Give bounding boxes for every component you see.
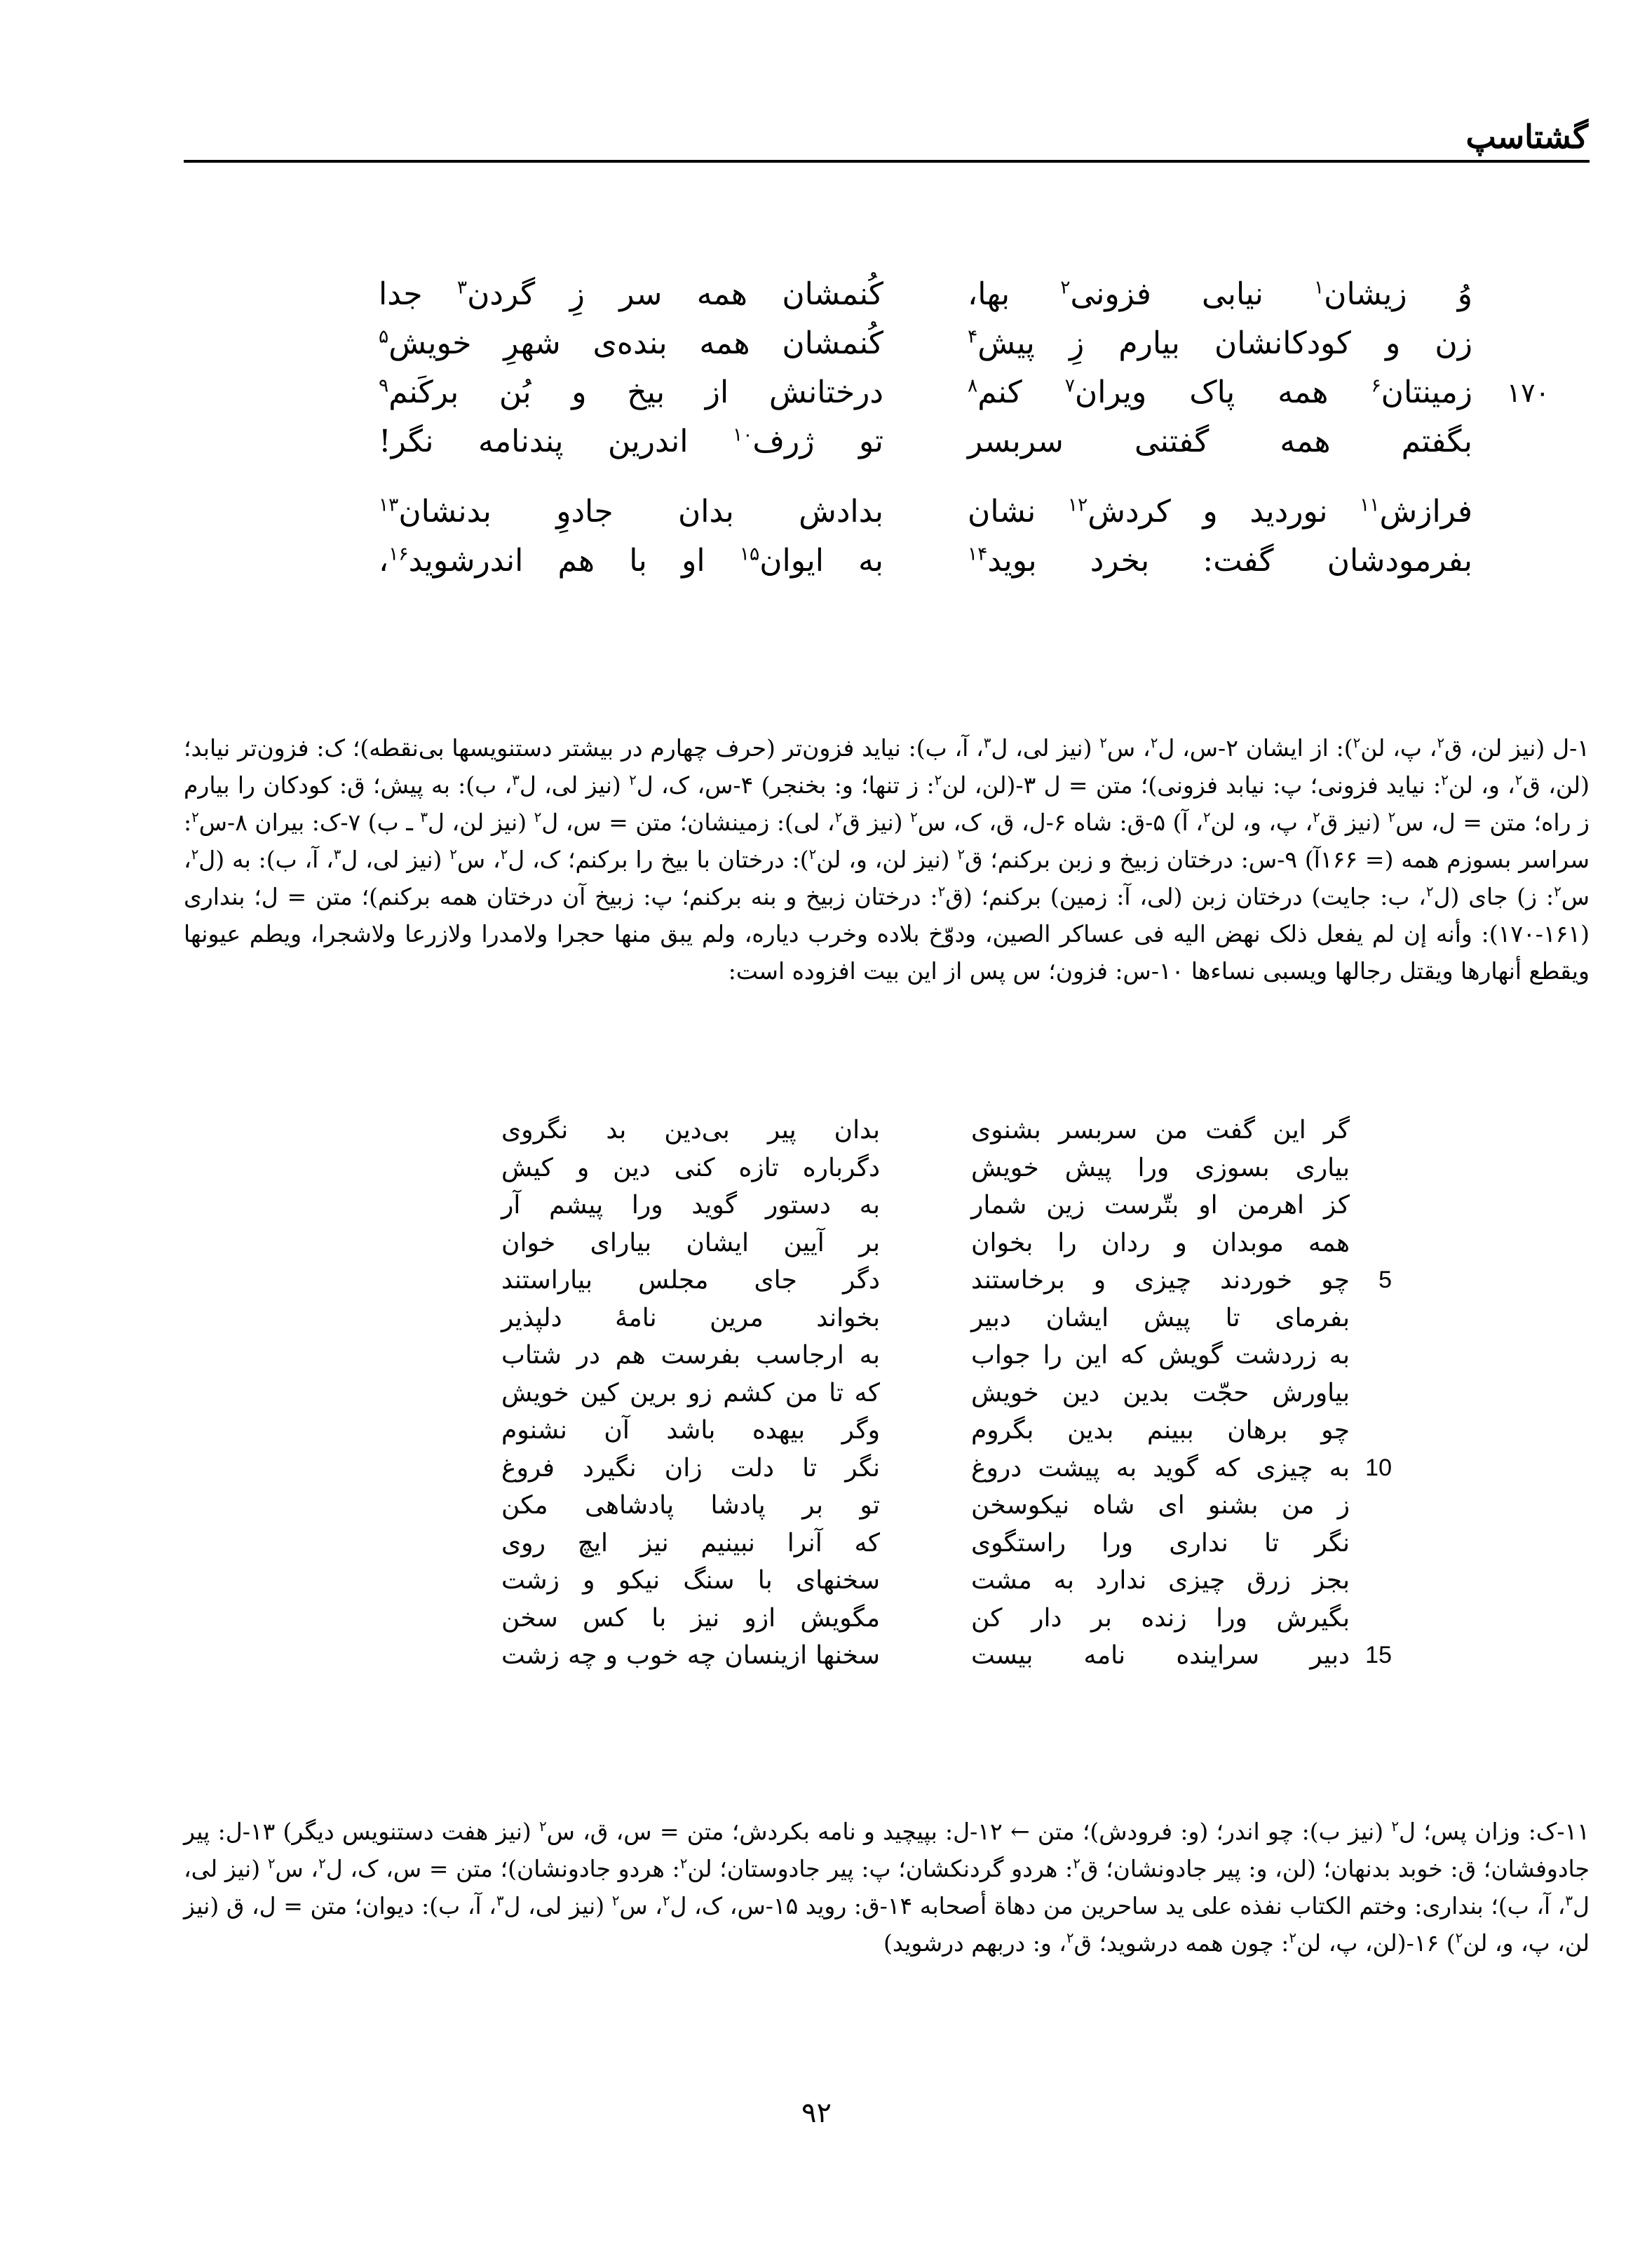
hemistich-left: به ارجاسب بفرست هم در شتاب xyxy=(501,1341,880,1370)
running-title: گشتاسپ xyxy=(1465,118,1588,156)
poem-line xyxy=(354,1487,1350,1525)
hemistich-right: وُ زیشان$^۱$ نیابی فزونی$^۲$ بها، xyxy=(968,276,1472,312)
verse-number: ۱۷۰ xyxy=(1506,377,1550,408)
hemistich-left: کُنمشان همه سر زِ گردن$^۳$ جدا xyxy=(379,276,883,312)
footnote-text: ۱۱-ک: وزان پس؛ ل$^۲$ (نیز ب): چو اندر؛ (و: فرودش)؛ متن ← ۱۲-ل: بپیچید و نامه بکردش؛ متن = س، ق، س$^۲$ (نیز هفت دستنویس دیگر) ۱۳-ل: پیر جادوفشان؛ ق: خوبد بدنهان؛ (لن، و: پیر جادونشان؛ ق$^۲$: هردو گردنکشان؛ پ: پیر جادوستان؛ لن$^۲$: هردو جادونشان)؛ متن = س، ک، ل$^۲$، س$^۲$ (نیز لی، ل$^۳$، آ، ب)؛ بنداری: وختم الکتاب نفذه علی ید ساحرین من دهاة أصحابه ۱۴-ق: روید ۱۵-س، ک، ل$^۲$، س$^۲$ (نیز لی، ل$^۳$، آ، ب): دیوان؛ متن = ل، ق (نیز لن، پ، و، لن$^۲$) ۱۶-(لن، پ، لن$^۲$: چون همه درشوید؛ ق$^۲$، و: دربهم درشوید) xyxy=(184,1818,1590,1957)
hemistich-right: ز من بشنو ای شاه نیکوسخن xyxy=(971,1491,1350,1520)
hemistich-left: تو ژرف$^{۱۰}$ اندرین پندنامه نگر! xyxy=(379,424,883,459)
poem-line xyxy=(354,1637,1392,1675)
hemistich-right: چو برهان ببینم بدین بگروم xyxy=(971,1416,1350,1445)
poem-line xyxy=(354,1149,1350,1187)
hemistich-left: به دستور گوید ورا پیشم آر xyxy=(501,1191,880,1220)
hemistich-right: بفرمای تا پیش ایشان دبیر xyxy=(971,1303,1350,1332)
verse-line xyxy=(266,417,1472,466)
hemistich-right: نگر تا نداری ورا راستگوی xyxy=(971,1528,1350,1558)
hemistich-right: بجز زرق چیزی ندارد به مشت xyxy=(971,1566,1350,1595)
verse-line xyxy=(266,319,1472,368)
hemistich-left: دگرباره تازه کنی دین و کیش xyxy=(501,1153,880,1182)
hemistich-right: چو خوردند چیزی و برخاستند xyxy=(971,1266,1350,1295)
hemistich-right: همه موبدان و ردان را بخوان xyxy=(971,1228,1350,1257)
header-rule xyxy=(184,160,1590,163)
footnotes-bottom xyxy=(184,1813,1590,1962)
verse-line xyxy=(266,368,1550,417)
hemistich-left: وگر بیهده باشد آن نشنوم xyxy=(501,1416,880,1445)
hemistich-left: بدادش بدان جادوِ بدنشان$^{۱۳}$ xyxy=(379,494,883,529)
line-number: 5 xyxy=(1378,1267,1392,1293)
footnote-text: ۱-ل (نیز لن، ق$^۲$، پ، لن$^۲$): از ایشان ۲-س، ل$^۲$، س$^۲$ (نیز لی، ل$^۳$، آ، ب): نیاید فزون‌تر (حرف چهارم در بیشتر دستنویسها بی‌نقطه)؛ ک: فزون‌تر نیابد؛ (لن، ق$^۲$، و، لن$^۲$: نیاید فزونی؛ پ: نیابد فزونی)؛ متن = ل ۳-(لن، لن$^۲$: ز تنها؛ و: بخنجر) ۴-س، ک، ل$^۲$ (نیز لی، ل$^۳$، ب): به پیش؛ ق: کودکان را بیارم ز راه؛ متن = ل، س$^۲$ (نیز ق$^۲$، پ، و، لن$^۲$، آ) ۵-ق: شاه ۶-ل، ق، ک، س$^۲$ (نیز ق$^۲$، لی): زمینشان؛ متن = س، ل$^۲$ (نیز لن، ل$^۳$ ـ ب) ۷-ک: بیران ۸-س$^۲$: سراسر بسوزم همه (= ۱۶۶آ) ۹-س: درختان زبیخ و زبن برکنم؛ ق$^۲$ (نیز لن، و، لن$^۲$): درختان با بیخ را برکنم؛ ک، ل$^۲$، س$^۲$ (نیز لی، ل$^۳$، آ، ب): به (ل$^۲$، س$^۲$: ز) جای (ل$^۲$، ب: جایت) درختان زبن (لی، آ: زمین) برکنم؛ (ق$^۲$: درختان زبیخ و بنه برکنم؛ پ: زبیخ آن درختان همه برکنم)؛ متن = ل؛ بنداری (۱۶۱-۱۷۰): وأنه إن لم یفعل ذلک نهض الیه فی عساکر الصین، ودوّخ بلاده وخرب دیاره، ولم یبق منها حجرا ولامدرا ولازرعا ولاشجرا، ویطم عیونها ویقطع أنهارها ویقتل رجالها ویسبی نساءها ۱۰-س: فزون؛ س پس از این بیت افزوده است: xyxy=(184,734,1590,985)
poem-line xyxy=(354,1450,1392,1487)
line-number: 15 xyxy=(1365,1642,1392,1668)
poem-line xyxy=(354,1112,1350,1149)
hemistich-left: درختانش از بیخ و بُن برکَنم$^۹$ xyxy=(379,374,883,410)
poem-line xyxy=(354,1187,1350,1224)
hemistich-right: بگفتم همه گفتنی سربسر xyxy=(968,424,1472,459)
hemistich-left: که تا من کشم زو برین کین خویش xyxy=(501,1378,880,1408)
poem-line xyxy=(354,1562,1350,1600)
hemistich-left: بخواند مرین نامهٔ دلپذیر xyxy=(501,1303,880,1332)
hemistich-left: که آنرا نبینیم نیز ایچ روی xyxy=(501,1528,880,1558)
hemistich-right: بیاری بسوزی ورا پیش خویش xyxy=(971,1153,1350,1182)
inserted-poem xyxy=(354,1112,1392,1675)
verse-line xyxy=(266,536,1472,586)
poem-line xyxy=(354,1300,1350,1337)
poem-line xyxy=(354,1375,1350,1412)
line-number: 10 xyxy=(1365,1454,1392,1481)
poem-line xyxy=(354,1337,1350,1375)
poem-line xyxy=(354,1525,1350,1562)
hemistich-left: بدان پیر بی‌دین بد نگروی xyxy=(501,1116,880,1145)
hemistich-left: تو بر پادشا پادشاهی مکن xyxy=(501,1491,880,1520)
hemistich-right: به زردشت گویش که این را جواب xyxy=(971,1341,1350,1370)
footnotes-top xyxy=(184,729,1590,990)
hemistich-right: بفرمودشان گفت: بخرد بوید$^{۱۴}$ xyxy=(968,543,1472,579)
verse-line xyxy=(266,270,1472,319)
hemistich-left: سخنهای با سنگ نیکو و زشت xyxy=(501,1566,880,1595)
hemistich-left: نگر تا دلت زان نگیرد فروغ xyxy=(501,1453,880,1483)
main-verses xyxy=(266,270,1550,586)
hemistich-right: زن و کودکانشان بیارم زِ پیش$^۴$ xyxy=(968,325,1472,361)
hemistich-right: بیاورش حجّت بدین دین خویش xyxy=(971,1378,1350,1408)
poem-line xyxy=(354,1412,1350,1450)
hemistich-left: کُنمشان همه بندەی شهرِ خویش$^۵$ xyxy=(379,325,883,361)
hemistich-right: زمینتان$^۶$ همه پاک ویران$^۷$ کنم$^۸$ xyxy=(968,374,1473,410)
hemistich-left: سخنها ازینسان چه خوب و چه زشت xyxy=(501,1641,880,1670)
hemistich-left: دگر جای مجلس بیاراستند xyxy=(501,1266,880,1295)
hemistich-right: به چیزی که گوید به پیشت دروغ xyxy=(971,1453,1350,1483)
hemistich-left: مگویش ازو نیز با کس سخن xyxy=(501,1603,880,1633)
hemistich-right: کز اهرمن او بتّرست زین شمار xyxy=(971,1191,1350,1220)
page-number: ۹۲ xyxy=(801,2097,832,2129)
poem-line xyxy=(354,1600,1350,1638)
verse-line xyxy=(266,487,1472,536)
poem-line xyxy=(354,1262,1392,1300)
hemistich-right: گر این گفت من سربسر بشنوی xyxy=(971,1116,1350,1145)
poem-line xyxy=(354,1224,1350,1262)
hemistich-right: فرازش$^{۱۱}$ نوردید و کردش$^{۱۲}$ نشان xyxy=(968,494,1472,529)
hemistich-left: بر آیین ایشان بیارای خوان xyxy=(501,1228,880,1257)
hemistich-right: بگیرش ورا زنده بر دار کن xyxy=(971,1603,1350,1633)
hemistich-left: به ایوان$^{۱۵}$ او با هم اندرشوید$^{۱۶}$، xyxy=(379,543,884,579)
hemistich-right: دبیر سراینده نامه بیست xyxy=(971,1641,1350,1670)
